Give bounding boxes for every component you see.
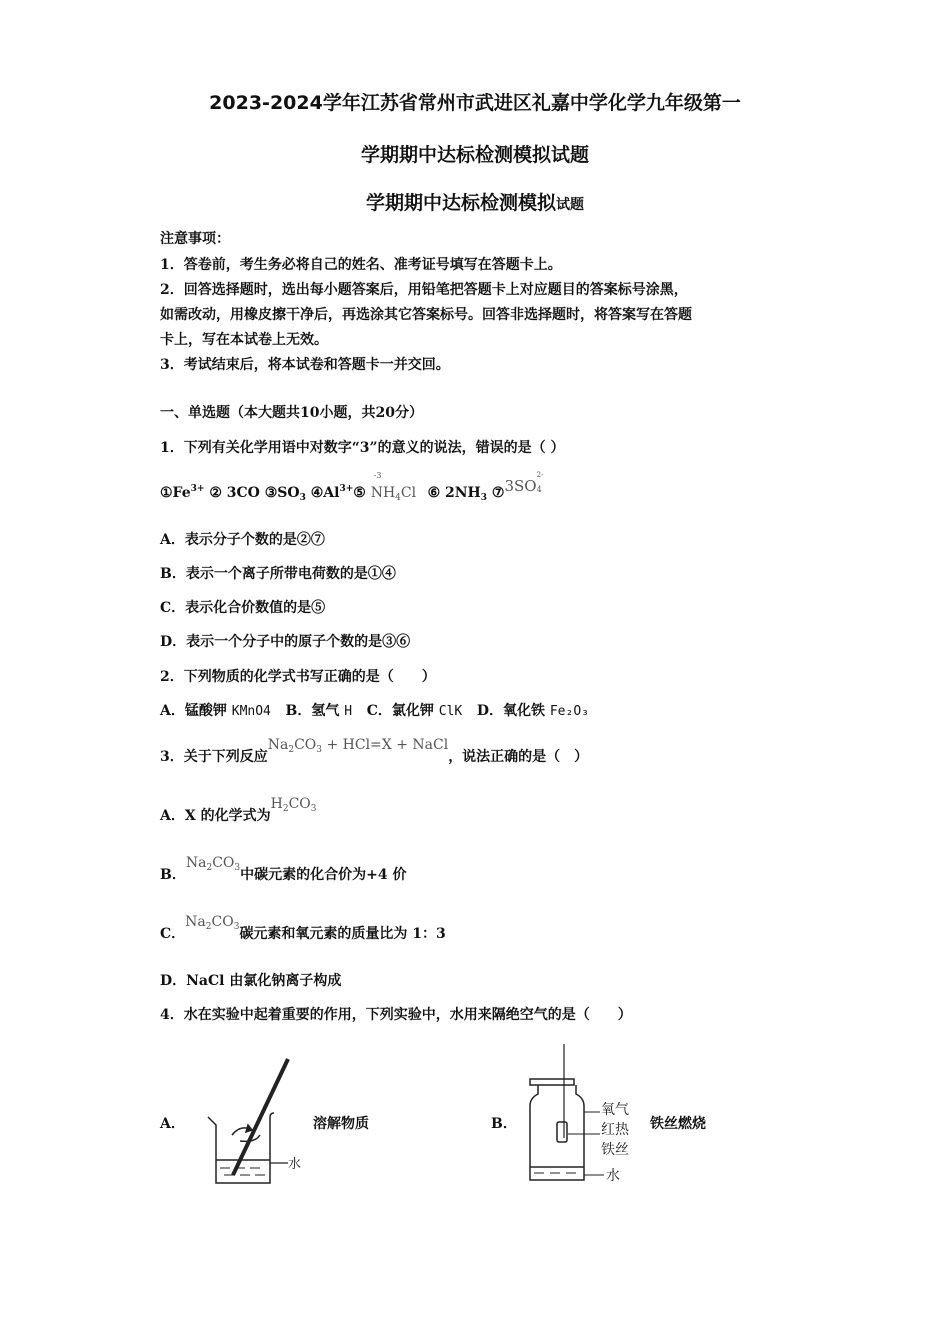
q1-option-d[interactable]: D．表示一个分子中的原子个数的是③⑥ bbox=[160, 634, 411, 650]
q1-symbol-6: ⑥ 2NH bbox=[427, 485, 481, 501]
q3-option-c[interactable] bbox=[160, 914, 446, 944]
page-title-line3-small: 试题 bbox=[556, 197, 584, 213]
q1-option-b[interactable]: B．表示一个离子所带电荷数的是①④ bbox=[160, 566, 396, 582]
q1-symbol-1-charge: 3+ bbox=[190, 484, 205, 494]
q3-c-sub2: 2 bbox=[205, 922, 212, 932]
q1-symbol-5-valence: -3 bbox=[373, 471, 382, 480]
q1-symbol-5-subscript: 4 bbox=[395, 493, 401, 503]
q3-c-co: CO bbox=[211, 914, 234, 930]
q2-option-d-formula: Fe₂O₃ bbox=[549, 704, 589, 719]
notice-item-2-line1: 2．回答选择题时，选出每小题答案后，用铅笔把答题卡上对应题目的答案标号涂黑， bbox=[160, 282, 688, 298]
q3-option-c-text: 碳元素和氧元素的质量比为 1：3 bbox=[239, 926, 446, 942]
notice-item-1: 1．答卷前，考生务必将自己的姓名、准考证号填写在答题卡上。 bbox=[160, 257, 562, 273]
q2-option-c-formula: ClK bbox=[438, 704, 463, 719]
q1-symbol-7-subscript: 4 bbox=[536, 485, 542, 494]
q4-option-b-label[interactable]: B． bbox=[491, 1116, 517, 1132]
q3-option-d[interactable]: D．NaCl 由氯化钠离子构成 bbox=[160, 973, 342, 989]
q1-symbol-7-formula bbox=[504, 471, 548, 495]
q3-c-sub3: 3 bbox=[233, 922, 240, 932]
q3-b-co: CO bbox=[212, 855, 235, 871]
q2-option-c[interactable] bbox=[367, 703, 463, 719]
q3-a-h: H bbox=[270, 796, 283, 812]
page-title-line2: 学期期中达标检测模拟试题 bbox=[360, 144, 589, 166]
q3-option-b-label: B． bbox=[160, 867, 186, 883]
q2-option-a[interactable] bbox=[160, 703, 271, 719]
q1-symbol-7-charge: 2- bbox=[536, 471, 544, 479]
q2-option-c-label: C．氯化钾 bbox=[366, 703, 434, 719]
q1-option-a[interactable]: A．表示分子个数的是②⑦ bbox=[160, 532, 325, 548]
q3-stem-pre: 3．关于下列反应 bbox=[160, 749, 268, 765]
notice-item-3: 3．考试结束后，将本试卷和答题卡一并交回。 bbox=[160, 357, 450, 373]
gas-jar-water-label: 水 bbox=[606, 1168, 620, 1184]
q1-symbol-5-n: N bbox=[370, 485, 383, 501]
q2-stem: 2．下列物质的化学式书写正确的是（ ） bbox=[160, 669, 436, 685]
gas-jar-oxygen-label: 氧气 bbox=[601, 1102, 629, 1118]
q1-symbol-7-main: 3SO bbox=[504, 477, 537, 495]
q1-symbol-6-subscript: 3 bbox=[480, 493, 488, 503]
q3-equation bbox=[268, 737, 448, 755]
q2-option-a-formula: KMnO4 bbox=[231, 704, 271, 719]
q3-stem bbox=[160, 737, 589, 767]
q3-option-b-text: 中碳元素的化合价为+4 价 bbox=[240, 867, 407, 883]
q3-eq-sub2: 2 bbox=[288, 745, 295, 755]
q1-stem: 1．下列有关化学用语中对数字“3”的意义的说法，错误的是（ ） bbox=[160, 440, 565, 456]
q1-symbols bbox=[160, 471, 549, 503]
section-heading: 一、单选题（本大题共10小题，共20分） bbox=[160, 405, 423, 421]
q3-option-c-formula bbox=[185, 914, 239, 932]
q1-symbol-5-formula bbox=[370, 471, 423, 503]
q1-symbol-3: ③SO bbox=[264, 485, 300, 501]
q3-b-sub2: 2 bbox=[206, 863, 213, 873]
q3-eq-sub3: 3 bbox=[316, 745, 323, 755]
page-title-line1: 2023-2024学年江苏省常州市武进区礼嘉中学化学九年级第一 bbox=[209, 92, 741, 114]
q2-option-d[interactable] bbox=[477, 703, 589, 719]
q1-symbol-5-marker: ⑤ bbox=[353, 485, 366, 501]
notice-item-2-line3: 卡上，写在本试卷上无效。 bbox=[160, 332, 328, 348]
q3-stem-post: ，说法正确的是（ ） bbox=[448, 749, 589, 765]
q2-option-b[interactable] bbox=[286, 703, 353, 719]
q3-c-na: Na bbox=[185, 914, 206, 930]
beaker-water-label: 水 bbox=[288, 1157, 302, 1172]
q3-option-a-label: A．X 的化学式为 bbox=[160, 808, 271, 824]
gas-jar-wire-label: 铁丝 bbox=[601, 1142, 629, 1158]
q2-option-d-label: D．氧化铁 bbox=[476, 703, 545, 719]
notice-heading: 注意事项： bbox=[160, 231, 230, 247]
q2-options bbox=[160, 700, 589, 720]
q1-option-c[interactable]: C．表示化合价数值的是⑤ bbox=[160, 600, 326, 616]
q3-a-sub2: 2 bbox=[282, 804, 289, 814]
beaker-diagram bbox=[200, 1055, 310, 1190]
q3-eq-na: Na bbox=[267, 737, 289, 753]
q3-option-b-formula bbox=[186, 855, 240, 873]
q1-symbol-1: ①Fe bbox=[160, 485, 191, 501]
q1-symbol-5-h: H bbox=[382, 485, 396, 501]
q3-eq-co: CO bbox=[294, 737, 317, 753]
q2-option-a-label: A．锰酸钾 bbox=[160, 703, 227, 719]
q3-option-a-formula bbox=[271, 796, 317, 814]
q4-option-a-label[interactable]: A． bbox=[160, 1116, 185, 1132]
q3-b-sub3: 3 bbox=[234, 863, 241, 873]
q1-symbol-4-charge: 3+ bbox=[339, 484, 354, 494]
q3-option-c-label: C． bbox=[160, 926, 186, 942]
q3-option-a[interactable] bbox=[160, 796, 317, 826]
q1-symbol-7-marker: ⑦ bbox=[491, 485, 505, 501]
q1-symbol-5-cl: Cl bbox=[400, 485, 417, 501]
q4-option-b-caption: 铁丝燃烧 bbox=[650, 1116, 706, 1132]
page-title-line3-main: 学期期中达标检测模拟 bbox=[365, 192, 556, 214]
notice-item-2-line2: 如需改动，用橡皮擦干净后，再选涂其它答案标号。回答非选择题时，将答案写在答题 bbox=[160, 307, 692, 323]
q2-option-b-formula: H bbox=[344, 704, 353, 719]
q4-option-a-caption: 溶解物质 bbox=[313, 1116, 369, 1132]
gas-jar-redhot-label: 红热 bbox=[601, 1122, 629, 1138]
q3-b-na: Na bbox=[185, 855, 207, 871]
q4-stem: 4．水在实验中起着重要的作用，下列实验中，水用来隔绝空气的是（ ） bbox=[160, 1007, 632, 1023]
q1-symbol-3-subscript: 3 bbox=[299, 493, 306, 503]
q3-option-b[interactable] bbox=[160, 855, 407, 885]
q1-symbol-2: ② 3CO bbox=[209, 485, 260, 501]
q3-a-sub3: 3 bbox=[310, 804, 317, 814]
q1-symbol-4: ④Al bbox=[310, 485, 340, 501]
q2-option-b-label: B．氢气 bbox=[285, 703, 340, 719]
page-title-line3 bbox=[0, 188, 950, 215]
q3-a-co: CO bbox=[288, 796, 311, 812]
gas-jar-diagram bbox=[520, 1042, 645, 1192]
q3-eq-rest: + HCl=X + NaCl bbox=[322, 737, 449, 753]
